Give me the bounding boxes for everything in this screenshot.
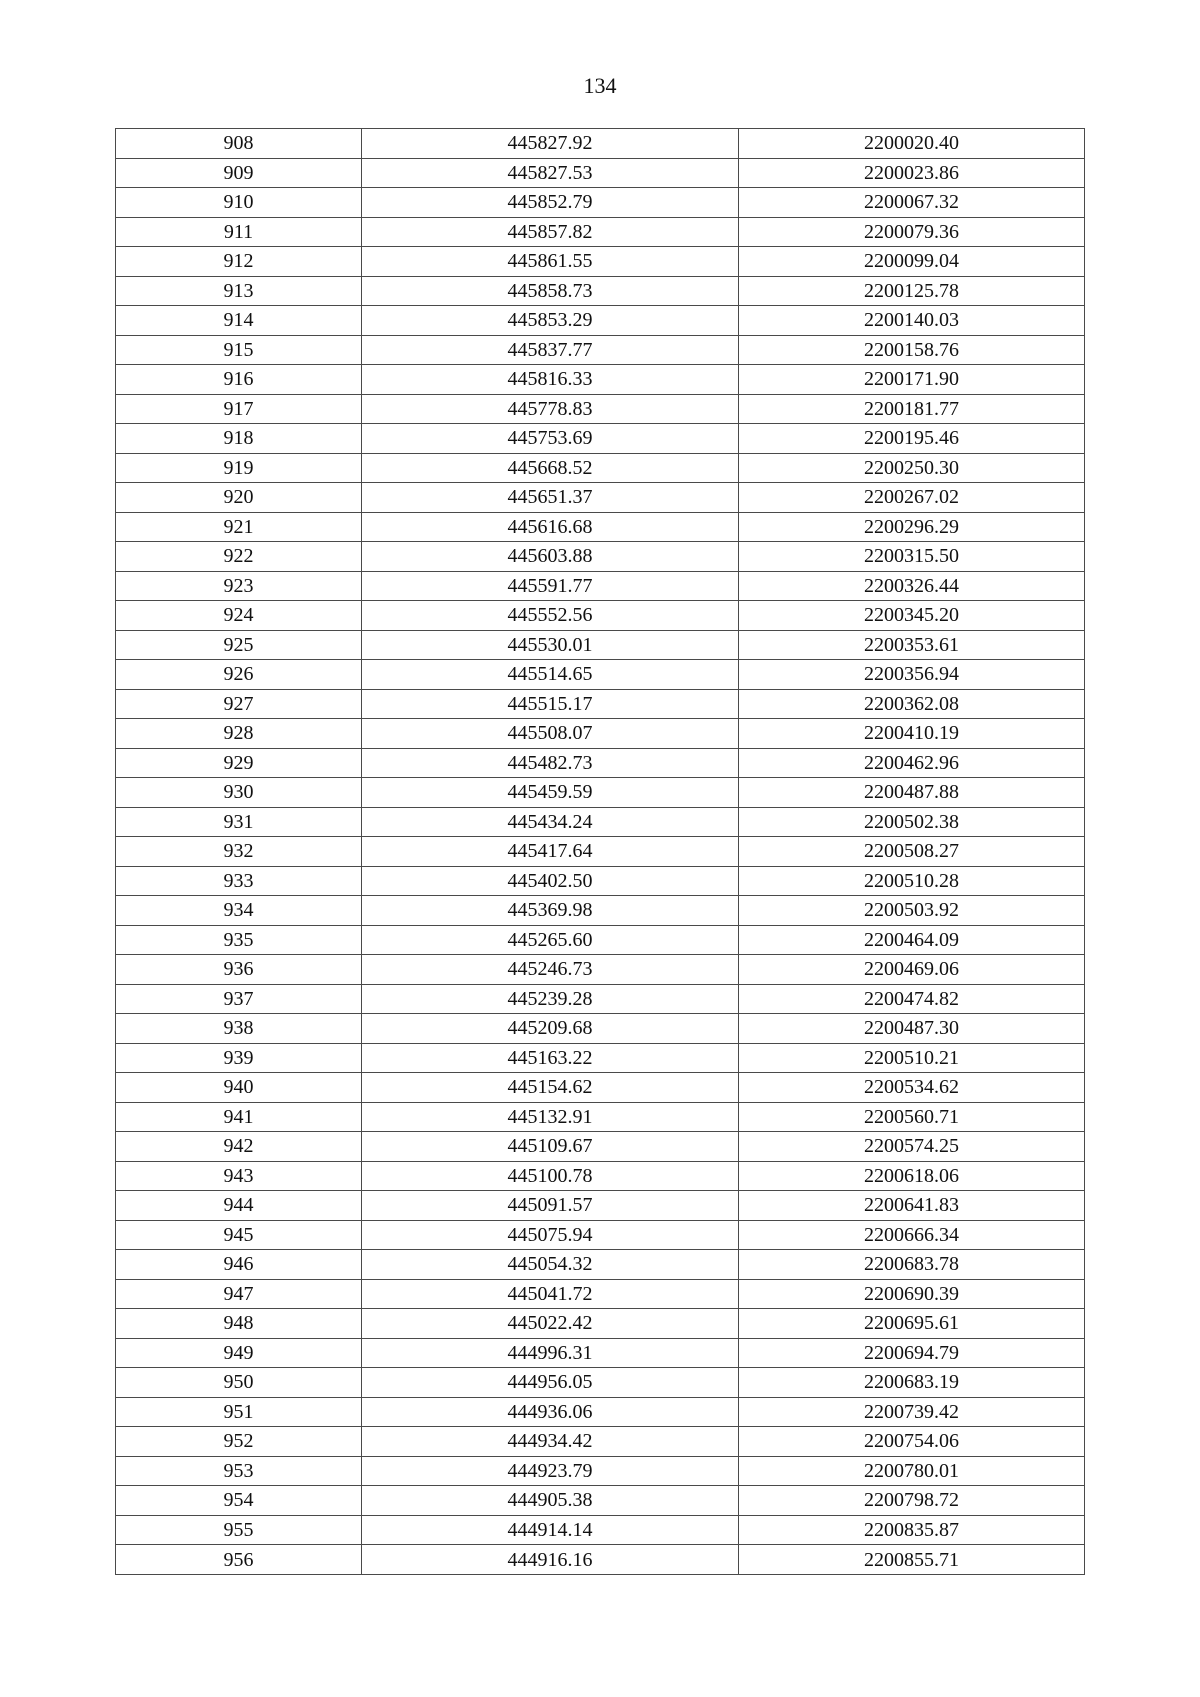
table-row	[116, 335, 1085, 365]
y-coordinate-cell: 2200690.39	[739, 1279, 1085, 1309]
table-row	[116, 571, 1085, 601]
point-number-cell: 917	[116, 394, 362, 424]
x-coordinate-cell: 445075.94	[362, 1220, 739, 1250]
table-row	[116, 1014, 1085, 1044]
x-coordinate-cell: 445100.78	[362, 1161, 739, 1191]
table-row	[116, 1515, 1085, 1545]
y-coordinate-cell: 2200140.03	[739, 306, 1085, 336]
point-number-cell: 941	[116, 1102, 362, 1132]
x-coordinate-cell: 445857.82	[362, 217, 739, 247]
point-number-cell: 930	[116, 778, 362, 808]
point-number-cell: 911	[116, 217, 362, 247]
table-row	[116, 1191, 1085, 1221]
point-number-cell: 934	[116, 896, 362, 926]
y-coordinate-cell: 2200020.40	[739, 129, 1085, 159]
table-row	[116, 837, 1085, 867]
x-coordinate-cell: 444916.16	[362, 1545, 739, 1575]
point-number-cell: 933	[116, 866, 362, 896]
table-row	[116, 483, 1085, 513]
table-row	[116, 601, 1085, 631]
y-coordinate-cell: 2200560.71	[739, 1102, 1085, 1132]
y-coordinate-cell: 2200534.62	[739, 1073, 1085, 1103]
x-coordinate-cell: 444936.06	[362, 1397, 739, 1427]
x-coordinate-cell: 445591.77	[362, 571, 739, 601]
x-coordinate-cell: 445853.29	[362, 306, 739, 336]
point-number-cell: 919	[116, 453, 362, 483]
coordinates-table-body	[116, 129, 1085, 1575]
x-coordinate-cell: 445552.56	[362, 601, 739, 631]
point-number-cell: 910	[116, 188, 362, 218]
point-number-cell: 938	[116, 1014, 362, 1044]
point-number-cell: 923	[116, 571, 362, 601]
x-coordinate-cell: 444905.38	[362, 1486, 739, 1516]
x-coordinate-cell: 445369.98	[362, 896, 739, 926]
table-row	[116, 1161, 1085, 1191]
y-coordinate-cell: 2200296.29	[739, 512, 1085, 542]
point-number-cell: 925	[116, 630, 362, 660]
point-number-cell: 940	[116, 1073, 362, 1103]
y-coordinate-cell: 2200158.76	[739, 335, 1085, 365]
y-coordinate-cell: 2200356.94	[739, 660, 1085, 690]
point-number-cell: 955	[116, 1515, 362, 1545]
table-row	[116, 394, 1085, 424]
y-coordinate-cell: 2200469.06	[739, 955, 1085, 985]
y-coordinate-cell: 2200694.79	[739, 1338, 1085, 1368]
x-coordinate-cell: 445402.50	[362, 866, 739, 896]
table-row	[116, 925, 1085, 955]
table-row	[116, 778, 1085, 808]
y-coordinate-cell: 2200345.20	[739, 601, 1085, 631]
x-coordinate-cell: 445482.73	[362, 748, 739, 778]
table-row	[116, 1073, 1085, 1103]
point-number-cell: 909	[116, 158, 362, 188]
point-number-cell: 913	[116, 276, 362, 306]
point-number-cell: 946	[116, 1250, 362, 1280]
x-coordinate-cell: 444934.42	[362, 1427, 739, 1457]
y-coordinate-cell: 2200464.09	[739, 925, 1085, 955]
y-coordinate-cell: 2200315.50	[739, 542, 1085, 572]
table-row	[116, 1250, 1085, 1280]
y-coordinate-cell: 2200666.34	[739, 1220, 1085, 1250]
point-number-cell: 931	[116, 807, 362, 837]
x-coordinate-cell: 445132.91	[362, 1102, 739, 1132]
point-number-cell: 932	[116, 837, 362, 867]
x-coordinate-cell: 445753.69	[362, 424, 739, 454]
y-coordinate-cell: 2200195.46	[739, 424, 1085, 454]
table-row	[116, 866, 1085, 896]
y-coordinate-cell: 2200181.77	[739, 394, 1085, 424]
x-coordinate-cell: 445434.24	[362, 807, 739, 837]
y-coordinate-cell: 2200641.83	[739, 1191, 1085, 1221]
point-number-cell: 918	[116, 424, 362, 454]
point-number-cell: 916	[116, 365, 362, 395]
point-number-cell: 927	[116, 689, 362, 719]
y-coordinate-cell: 2200023.86	[739, 158, 1085, 188]
x-coordinate-cell: 445778.83	[362, 394, 739, 424]
y-coordinate-cell: 2200503.92	[739, 896, 1085, 926]
y-coordinate-cell: 2200462.96	[739, 748, 1085, 778]
y-coordinate-cell: 2200798.72	[739, 1486, 1085, 1516]
point-number-cell: 915	[116, 335, 362, 365]
point-number-cell: 954	[116, 1486, 362, 1516]
point-number-cell: 920	[116, 483, 362, 513]
table-row	[116, 542, 1085, 572]
point-number-cell: 922	[116, 542, 362, 572]
table-row	[116, 1043, 1085, 1073]
table-row	[116, 1309, 1085, 1339]
x-coordinate-cell: 445530.01	[362, 630, 739, 660]
point-number-cell: 953	[116, 1456, 362, 1486]
point-number-cell: 928	[116, 719, 362, 749]
table-row	[116, 158, 1085, 188]
table-row	[116, 1456, 1085, 1486]
x-coordinate-cell: 445858.73	[362, 276, 739, 306]
table-row	[116, 955, 1085, 985]
x-coordinate-cell: 445514.65	[362, 660, 739, 690]
y-coordinate-cell: 2200855.71	[739, 1545, 1085, 1575]
y-coordinate-cell: 2200683.78	[739, 1250, 1085, 1280]
table-row	[116, 424, 1085, 454]
y-coordinate-cell: 2200353.61	[739, 630, 1085, 660]
y-coordinate-cell: 2200510.21	[739, 1043, 1085, 1073]
table-row	[116, 1545, 1085, 1575]
table-row	[116, 719, 1085, 749]
x-coordinate-cell: 445109.67	[362, 1132, 739, 1162]
table-row	[116, 660, 1085, 690]
table-row	[116, 1220, 1085, 1250]
y-coordinate-cell: 2200079.36	[739, 217, 1085, 247]
x-coordinate-cell: 445022.42	[362, 1309, 739, 1339]
y-coordinate-cell: 2200695.61	[739, 1309, 1085, 1339]
point-number-cell: 929	[116, 748, 362, 778]
y-coordinate-cell: 2200125.78	[739, 276, 1085, 306]
x-coordinate-cell: 445459.59	[362, 778, 739, 808]
table-row	[116, 689, 1085, 719]
table-row	[116, 984, 1085, 1014]
table-row	[116, 247, 1085, 277]
point-number-cell: 914	[116, 306, 362, 336]
x-coordinate-cell: 445154.62	[362, 1073, 739, 1103]
point-number-cell: 950	[116, 1368, 362, 1398]
table-row	[116, 1397, 1085, 1427]
x-coordinate-cell: 444923.79	[362, 1456, 739, 1486]
x-coordinate-cell: 445668.52	[362, 453, 739, 483]
x-coordinate-cell: 445651.37	[362, 483, 739, 513]
table-row	[116, 129, 1085, 159]
x-coordinate-cell: 445091.57	[362, 1191, 739, 1221]
table-row	[116, 188, 1085, 218]
y-coordinate-cell: 2200362.08	[739, 689, 1085, 719]
x-coordinate-cell: 445515.17	[362, 689, 739, 719]
x-coordinate-cell: 445239.28	[362, 984, 739, 1014]
table-row	[116, 512, 1085, 542]
table-row	[116, 1427, 1085, 1457]
point-number-cell: 921	[116, 512, 362, 542]
y-coordinate-cell: 2200618.06	[739, 1161, 1085, 1191]
x-coordinate-cell: 445603.88	[362, 542, 739, 572]
point-number-cell: 948	[116, 1309, 362, 1339]
y-coordinate-cell: 2200474.82	[739, 984, 1085, 1014]
table-row	[116, 1279, 1085, 1309]
y-coordinate-cell: 2200502.38	[739, 807, 1085, 837]
point-number-cell: 956	[116, 1545, 362, 1575]
x-coordinate-cell: 445054.32	[362, 1250, 739, 1280]
point-number-cell: 945	[116, 1220, 362, 1250]
point-number-cell: 951	[116, 1397, 362, 1427]
point-number-cell: 924	[116, 601, 362, 631]
y-coordinate-cell: 2200574.25	[739, 1132, 1085, 1162]
point-number-cell: 936	[116, 955, 362, 985]
table-row	[116, 1486, 1085, 1516]
y-coordinate-cell: 2200410.19	[739, 719, 1085, 749]
y-coordinate-cell: 2200683.19	[739, 1368, 1085, 1398]
page-number: 134	[583, 73, 617, 98]
x-coordinate-cell: 445209.68	[362, 1014, 739, 1044]
coordinates-table	[115, 128, 1085, 1575]
x-coordinate-cell: 445861.55	[362, 247, 739, 277]
y-coordinate-cell: 2200326.44	[739, 571, 1085, 601]
y-coordinate-cell: 2200099.04	[739, 247, 1085, 277]
table-row	[116, 630, 1085, 660]
y-coordinate-cell: 2200508.27	[739, 837, 1085, 867]
y-coordinate-cell: 2200754.06	[739, 1427, 1085, 1457]
point-number-cell: 943	[116, 1161, 362, 1191]
x-coordinate-cell: 445827.53	[362, 158, 739, 188]
x-coordinate-cell: 445041.72	[362, 1279, 739, 1309]
table-row	[116, 807, 1085, 837]
table-row	[116, 306, 1085, 336]
x-coordinate-cell: 445265.60	[362, 925, 739, 955]
point-number-cell: 947	[116, 1279, 362, 1309]
table-row	[116, 276, 1085, 306]
x-coordinate-cell: 444996.31	[362, 1338, 739, 1368]
x-coordinate-cell: 445816.33	[362, 365, 739, 395]
table-row	[116, 1368, 1085, 1398]
x-coordinate-cell: 445827.92	[362, 129, 739, 159]
x-coordinate-cell: 445508.07	[362, 719, 739, 749]
y-coordinate-cell: 2200780.01	[739, 1456, 1085, 1486]
y-coordinate-cell: 2200739.42	[739, 1397, 1085, 1427]
x-coordinate-cell: 445852.79	[362, 188, 739, 218]
point-number-cell: 944	[116, 1191, 362, 1221]
table-row	[116, 896, 1085, 926]
y-coordinate-cell: 2200171.90	[739, 365, 1085, 395]
table-row	[116, 1102, 1085, 1132]
y-coordinate-cell: 2200487.88	[739, 778, 1085, 808]
table-row	[116, 748, 1085, 778]
table-row	[116, 217, 1085, 247]
point-number-cell: 937	[116, 984, 362, 1014]
point-number-cell: 952	[116, 1427, 362, 1457]
point-number-cell: 926	[116, 660, 362, 690]
x-coordinate-cell: 444914.14	[362, 1515, 739, 1545]
x-coordinate-cell: 444956.05	[362, 1368, 739, 1398]
table-row	[116, 1338, 1085, 1368]
x-coordinate-cell: 445616.68	[362, 512, 739, 542]
table-row	[116, 1132, 1085, 1162]
x-coordinate-cell: 445417.64	[362, 837, 739, 867]
point-number-cell: 908	[116, 129, 362, 159]
table-row	[116, 453, 1085, 483]
x-coordinate-cell: 445837.77	[362, 335, 739, 365]
point-number-cell: 942	[116, 1132, 362, 1162]
table-row	[116, 365, 1085, 395]
x-coordinate-cell: 445163.22	[362, 1043, 739, 1073]
y-coordinate-cell: 2200835.87	[739, 1515, 1085, 1545]
y-coordinate-cell: 2200067.32	[739, 188, 1085, 218]
y-coordinate-cell: 2200267.02	[739, 483, 1085, 513]
x-coordinate-cell: 445246.73	[362, 955, 739, 985]
point-number-cell: 912	[116, 247, 362, 277]
y-coordinate-cell: 2200487.30	[739, 1014, 1085, 1044]
y-coordinate-cell: 2200510.28	[739, 866, 1085, 896]
y-coordinate-cell: 2200250.30	[739, 453, 1085, 483]
point-number-cell: 935	[116, 925, 362, 955]
point-number-cell: 949	[116, 1338, 362, 1368]
point-number-cell: 939	[116, 1043, 362, 1073]
